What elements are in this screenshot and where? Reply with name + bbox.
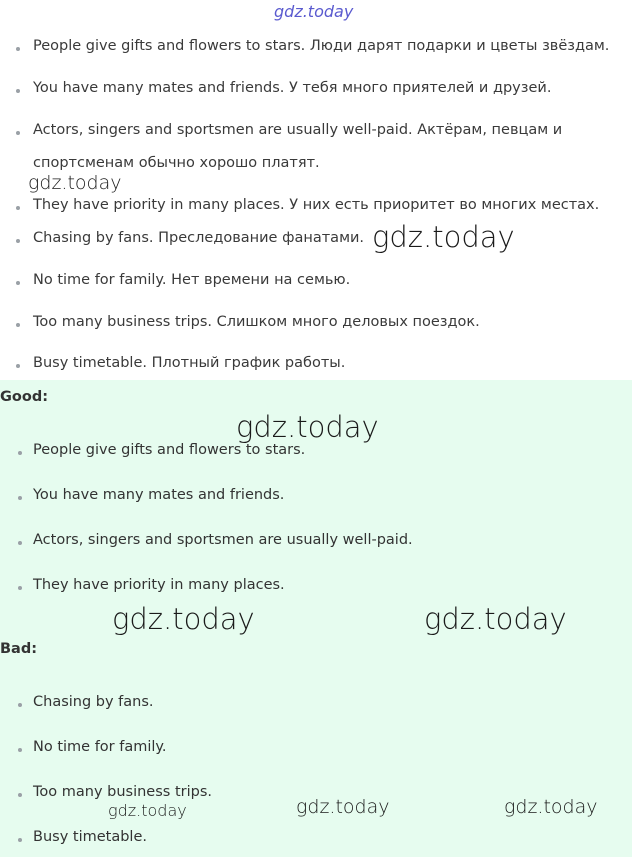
bad-label: Bad: <box>0 641 38 657</box>
watermark: gdz.today <box>296 796 390 818</box>
list-item-text: You have many mates and friends. У тебя много приятелей и друзей. <box>33 80 552 96</box>
bullet-icon <box>18 496 22 500</box>
watermark: gdz.today <box>424 602 567 636</box>
bullet-icon <box>18 838 22 842</box>
bullet-icon <box>18 451 22 455</box>
bullet-icon <box>18 541 22 545</box>
list-item-text: Actors, singers and sportsmen are usually well-paid. Актёрам, певцам и <box>33 122 563 138</box>
watermark: gdz.today <box>274 2 354 21</box>
watermark: gdz.today <box>504 796 598 818</box>
list-item-text: Busy timetable. Плотный график работы. <box>33 355 346 371</box>
bullet-icon <box>16 206 20 210</box>
bullet-icon <box>16 89 20 93</box>
list-item-text: Chasing by fans. Преследование фанатами. <box>33 230 365 246</box>
watermark: gdz.today <box>236 410 379 444</box>
list-item-text: They have priority in many places. У них есть приоритет во многих местах. <box>33 197 600 213</box>
bullet-icon <box>16 239 20 243</box>
bullet-icon <box>18 793 22 797</box>
list-item-text: Chasing by fans. <box>33 694 154 710</box>
list-item-text: Too many business trips. Слишком много деловых поездок. <box>33 314 480 330</box>
bullet-icon <box>18 703 22 707</box>
list-item-text: Actors, singers and sportsmen are usually well-paid. <box>33 532 413 548</box>
bullet-icon <box>16 281 20 285</box>
watermark: gdz.today <box>112 602 255 636</box>
bullet-icon <box>16 364 20 368</box>
watermark: gdz.today <box>28 172 122 194</box>
list-item-text: Busy timetable. <box>33 829 147 845</box>
bullet-icon <box>16 131 20 135</box>
list-item-text: спортсменам обычно хорошо платят. <box>33 155 320 171</box>
list-item-text: No time for family. Нет времени на семью. <box>33 272 351 288</box>
list-item-text: No time for family. <box>33 739 167 755</box>
bullet-icon <box>18 748 22 752</box>
watermark: gdz.today <box>108 801 187 820</box>
list-item-text: People give gifts and flowers to stars. Люди дарят подарки и цветы звёздам. <box>33 38 610 54</box>
list-item-text: They have priority in many places. <box>33 577 285 593</box>
good-label: Good: <box>0 389 49 405</box>
watermark: gdz.today <box>372 220 515 254</box>
list-item-text: Too many business trips. <box>33 784 212 800</box>
bullet-icon <box>16 323 20 327</box>
bullet-icon <box>16 47 20 51</box>
bullet-icon <box>18 586 22 590</box>
list-item-text: People give gifts and flowers to stars. <box>33 442 306 458</box>
list-item-text: You have many mates and friends. <box>33 487 285 503</box>
